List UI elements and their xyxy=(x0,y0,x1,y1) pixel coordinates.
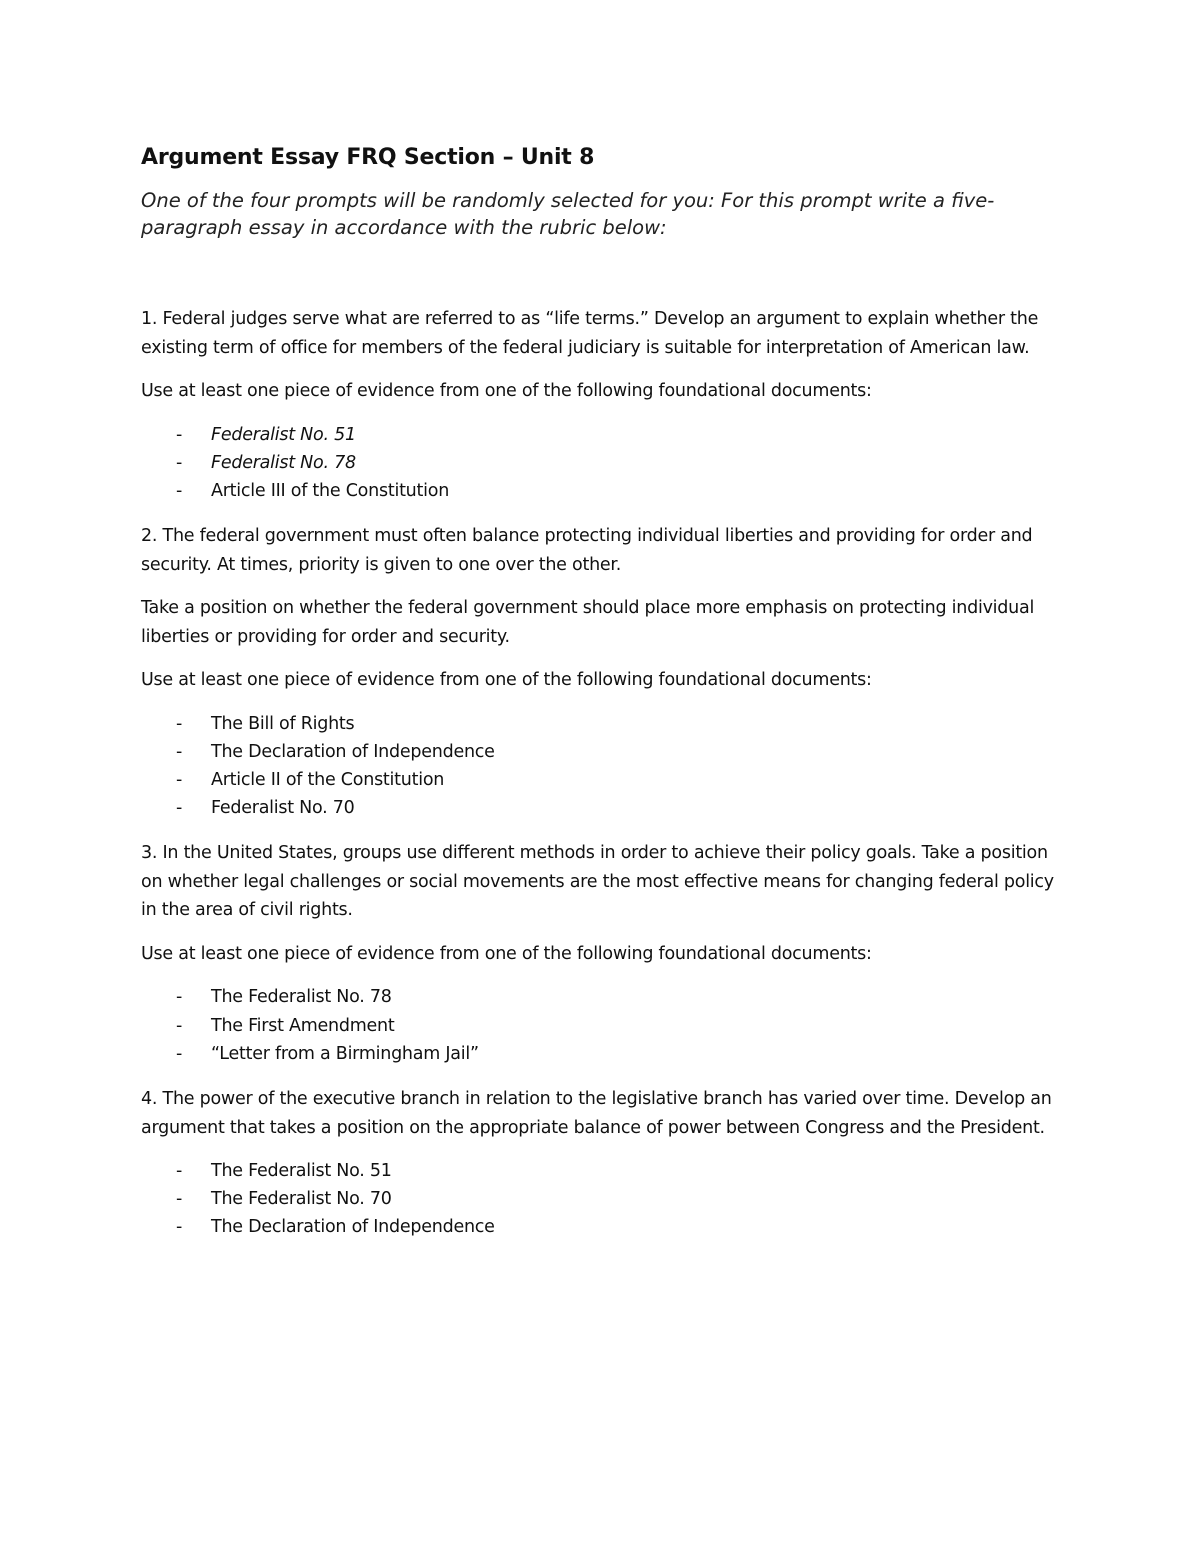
bullet-dash: - xyxy=(176,1189,183,1210)
bullet-dash: - xyxy=(176,1161,183,1182)
prompt-4-document-list xyxy=(141,1157,1071,1242)
document-name: “Letter from a Birmingham Jail” xyxy=(211,1043,479,1064)
list-item xyxy=(141,1213,1071,1241)
bullet-dash: - xyxy=(176,987,183,1008)
list-item xyxy=(141,1157,1071,1185)
prompt-2-evidence-instruction: Use at least one piece of evidence from one of the following foundational documents: xyxy=(141,670,872,691)
prompt-2-document-list xyxy=(141,710,1071,823)
bullet-dash: - xyxy=(176,452,183,473)
list-item xyxy=(141,449,1071,477)
list-item xyxy=(141,1185,1071,1213)
list-item xyxy=(141,766,1071,794)
bullet-dash: - xyxy=(176,741,183,762)
document-name: Federalist No. 70 xyxy=(211,798,355,819)
prompt-2-question: 2. The federal government must often balance protecting individual liberties and providing for order and security. At times, priority is given to one over the other. xyxy=(141,526,1033,575)
prompt-3-evidence-instruction: Use at least one piece of evidence from one of the following foundational documents: xyxy=(141,943,872,964)
prompt-1-question: 1. Federal judges serve what are referred to as “life terms.” Develop an argument to explain whether the existing term of office for members of the federal judiciary is suitable for interpretation of American law. xyxy=(141,309,1039,358)
list-item xyxy=(141,477,1071,505)
prompt-2 xyxy=(141,522,1071,822)
document-name: Article II of the Constitution xyxy=(211,770,445,791)
bullet-dash: - xyxy=(176,770,183,791)
instructions-text: One of the four prompts will be randomly selected for you: For this prompt write a five-paragraph essay in accordance with the rubric below: xyxy=(141,189,995,239)
prompt-4-question: 4. The power of the executive branch in relation to the legislative branch has varied over time. Develop an argument that takes a position on the appropriate balance of power between Congress and the President. xyxy=(141,1089,1052,1138)
prompt-1-evidence-instruction: Use at least one piece of evidence from one of the following foundational documents: xyxy=(141,381,872,401)
list-item xyxy=(141,421,1071,449)
bullet-dash: - xyxy=(176,713,183,734)
prompt-1-document-list xyxy=(141,421,1071,506)
list-item xyxy=(141,983,1071,1011)
document-name: The Declaration of Independence xyxy=(211,1217,495,1238)
document-name: Article III of the Constitution xyxy=(211,480,450,501)
list-item xyxy=(141,738,1071,766)
bullet-dash: - xyxy=(176,480,183,501)
document-body xyxy=(141,142,1071,1259)
list-item xyxy=(141,794,1071,822)
document-name: The Declaration of Independence xyxy=(211,741,495,762)
list-item xyxy=(141,1012,1071,1040)
document-name: Federalist No. 78 xyxy=(211,452,356,473)
bullet-dash: - xyxy=(176,1015,183,1036)
document-name: The Federalist No. 70 xyxy=(211,1189,392,1210)
list-item xyxy=(141,1040,1071,1068)
document-name: The Bill of Rights xyxy=(211,713,355,734)
page-title: Argument Essay FRQ Section – Unit 8 xyxy=(141,145,595,170)
bullet-dash: - xyxy=(176,798,183,819)
prompt-3 xyxy=(141,839,1071,1068)
prompt-4 xyxy=(141,1085,1071,1242)
document-name: The Federalist No. 78 xyxy=(211,987,392,1008)
bullet-dash: - xyxy=(176,1043,183,1064)
prompt-3-document-list xyxy=(141,983,1071,1068)
list-item xyxy=(141,710,1071,738)
prompt-2-position-instruction: Take a position on whether the federal government should place more emphasis on protecting individual liberties or providing for order and security. xyxy=(141,598,1035,647)
document-name: Federalist No. 51 xyxy=(211,424,356,445)
bullet-dash: - xyxy=(176,424,183,445)
bullet-dash: - xyxy=(176,1217,183,1238)
prompt-3-question: 3. In the United States, groups use different methods in order to achieve their policy goals. Take a position on whether legal challenges or social movements are the most effective means for changing federal policy in the area of civil rights. xyxy=(141,843,1054,921)
document-name: The Federalist No. 51 xyxy=(211,1161,392,1182)
prompt-1 xyxy=(141,305,1071,505)
document-name: The First Amendment xyxy=(211,1015,395,1036)
